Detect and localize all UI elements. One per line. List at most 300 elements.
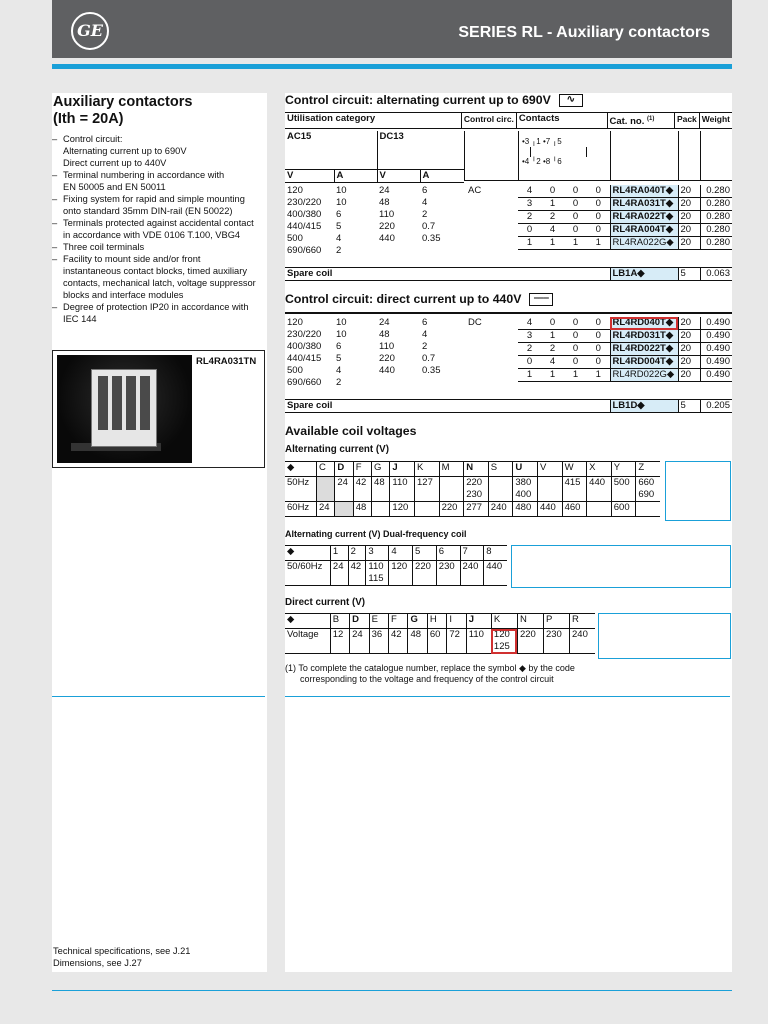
coil-voltage: 380 400 — [513, 477, 538, 502]
pack-qty: 20 — [678, 369, 700, 382]
contact-diagram — [522, 137, 587, 167]
coil-code: N — [517, 614, 543, 629]
contact-count: 1 — [518, 237, 541, 250]
contact-count: 2 — [518, 343, 541, 356]
voltage-cell: 5 — [336, 221, 342, 232]
product-heading — [53, 94, 265, 128]
voltage-row — [285, 197, 464, 209]
coil-voltage — [316, 477, 334, 502]
dimensions-reference: Dimensions, see J.27 — [53, 958, 142, 968]
coil-code: 7 — [460, 546, 484, 561]
coil-voltage: 277 — [464, 502, 489, 517]
voltage-cell: 6 — [336, 209, 342, 220]
feature-item: – Three coil terminals — [52, 241, 266, 253]
dc-control-circ: DC — [468, 317, 482, 328]
cat-no-footnote: (1) — [646, 116, 655, 122]
dual-coil-blank-box — [511, 545, 731, 588]
product-heading-line2: (Ith = 20A) — [53, 111, 124, 127]
coil-row-label: 50/60Hz — [285, 561, 330, 586]
cat-no-header — [607, 113, 674, 129]
ac-products-table — [518, 185, 732, 250]
dc-section-title — [285, 292, 553, 306]
contact-count: 0 — [564, 185, 587, 198]
coil-code: R — [570, 614, 596, 629]
contact-count: 0 — [518, 356, 541, 369]
pack-qty: 20 — [678, 237, 700, 250]
footnote-line2: corresponding to the voltage and frequency of the control circuit — [300, 674, 554, 684]
contact-count: 1 — [564, 237, 587, 250]
coil-voltage: 220 — [413, 561, 437, 586]
weight-header: Weight — [699, 113, 732, 129]
contact-count: 0 — [518, 224, 541, 237]
pack-qty: 20 — [678, 198, 700, 211]
coil-code: C — [316, 462, 334, 477]
coil-row-label: Voltage — [285, 629, 330, 654]
contacts-header: Contacts — [516, 113, 607, 129]
contact-count: 0 — [564, 343, 587, 356]
voltage-cell: 690/660 — [287, 245, 322, 256]
coil-voltage — [488, 477, 513, 502]
contact-count: 0 — [564, 211, 587, 224]
coil-voltage: 440 — [537, 502, 562, 517]
ac-voltage-table — [285, 185, 464, 257]
contact-count: 1 — [541, 330, 564, 343]
ac-spare-coil-cat: LB1A◆ — [610, 268, 678, 281]
coil-voltage: 12 — [330, 629, 349, 654]
contact-count: 0 — [564, 224, 587, 237]
voltage-row — [285, 317, 464, 329]
coil-voltage: 72 — [447, 629, 466, 654]
coil-row-label: 50Hz — [285, 477, 316, 502]
coil-voltage: 600 — [611, 502, 636, 517]
contact-count: 2 — [518, 211, 541, 224]
voltage-row — [285, 341, 464, 353]
voltage-cell: 24 — [379, 185, 390, 196]
ge-logo: GE — [71, 12, 109, 50]
coil-voltage — [587, 502, 612, 517]
voltage-cell: 220 — [379, 353, 395, 364]
coil-voltage: 500 — [611, 477, 636, 502]
left-footer-notes — [53, 945, 190, 969]
coil-code: ◆ — [285, 462, 316, 477]
coil-voltage: 110 — [466, 629, 491, 654]
coil-voltage: 48 — [353, 502, 371, 517]
voltage-row — [285, 353, 464, 365]
coil-code: 1 — [330, 546, 348, 561]
ac-header-table — [285, 112, 732, 129]
voltage-cell: 10 — [336, 197, 347, 208]
coil-voltage — [537, 477, 562, 502]
voltage-cell: 440/415 — [287, 221, 322, 232]
coil-code: 8 — [484, 546, 507, 561]
voltage-cell: 0.7 — [422, 221, 436, 232]
bottom-rule — [52, 990, 732, 991]
weight-value: 0.490 — [700, 343, 732, 356]
voltage-cell: 2 — [336, 245, 342, 256]
voltage-cell: 5 — [336, 353, 342, 364]
voltage-cell: 4 — [422, 197, 428, 208]
feature-item: – Facility to mount side and/or front instantaneous contact blocks, timed auxiliary contacts, mechanical latch, voltage suppressor blocks and interface modules — [52, 253, 266, 301]
coil-code: N — [464, 462, 489, 477]
voltage-cell: 120 — [287, 317, 303, 328]
voltage-cell: 0.35 — [422, 365, 441, 376]
voltage-cell: 48 — [379, 329, 390, 340]
contact-diagram-top: •3 ╷1 •7 ╷5 — [522, 137, 562, 146]
ac-symbol-icon: ∿ — [559, 94, 583, 107]
voltage-cell: 440/415 — [287, 353, 322, 364]
voltage-cell: 110 — [379, 209, 395, 220]
dual-coil-title: Alternating current (V) Dual-frequency coil — [285, 529, 467, 539]
contact-count: 1 — [564, 369, 587, 382]
pack-qty: 20 — [678, 343, 700, 356]
contact-count: 4 — [541, 356, 564, 369]
product-row — [518, 317, 732, 330]
pack-qty: 20 — [678, 356, 700, 369]
ac-section-title-text: Control circuit: alternating current up to 690V — [285, 93, 551, 107]
weight-value: 0.280 — [700, 185, 732, 198]
coil-voltage: 230 — [436, 561, 460, 586]
pack-qty: 20 — [678, 211, 700, 224]
coil-code: I — [447, 614, 466, 629]
coil-voltage: 480 — [513, 502, 538, 517]
coil-voltage: 42 — [353, 477, 371, 502]
coil-code: E — [369, 614, 388, 629]
header-accent-bar — [52, 64, 732, 69]
coil-code: M — [439, 462, 464, 477]
coil-code: 6 — [436, 546, 460, 561]
contact-count: 0 — [587, 185, 610, 198]
product-image-box — [52, 350, 265, 468]
voltage-row — [285, 221, 464, 233]
coil-voltage: 230 — [543, 629, 569, 654]
voltage-cell: 4 — [336, 233, 342, 244]
coil-voltage: 660 690 — [636, 477, 660, 502]
coil-voltage-row — [285, 477, 660, 502]
dc-coil-title: Direct current (V) — [285, 597, 366, 608]
ac-coil-table — [285, 461, 660, 517]
coil-voltage: 120 — [390, 502, 415, 517]
cat-no-label: Cat. no. — [609, 116, 645, 128]
coil-voltage: 440 — [484, 561, 507, 586]
contact-count: 1 — [587, 237, 610, 250]
weight-value: 0.490 — [700, 356, 732, 369]
product-row — [518, 211, 732, 224]
coil-code: U — [513, 462, 538, 477]
coil-code: P — [543, 614, 569, 629]
ac-coil-blank-box — [665, 461, 731, 521]
page-title: SERIES RL - Auxiliary contactors — [458, 24, 710, 41]
coil-code: K — [415, 462, 440, 477]
contactor-photo — [57, 355, 192, 463]
product-row — [518, 369, 732, 382]
page-header — [52, 0, 732, 58]
contact-count: 0 — [564, 330, 587, 343]
coil-voltage: 120 125 — [491, 629, 517, 654]
voltage-cell: 230/220 — [287, 197, 322, 208]
ac-section-title — [285, 93, 583, 107]
ac-spare-coil-pack: 5 — [678, 268, 700, 281]
contact-count: 0 — [587, 356, 610, 369]
coil-code: J — [390, 462, 415, 477]
coil-voltage: 42 — [389, 629, 408, 654]
ac-spare-coil-row — [285, 267, 732, 281]
ac15-label: AC15 — [287, 131, 312, 142]
ac-spare-coil-label: Spare coil — [287, 268, 333, 279]
voltage-cell: 110 — [379, 341, 395, 352]
voltage-cell: 690/660 — [287, 377, 322, 388]
dc-products-table — [518, 317, 732, 382]
footnote-line1: (1) To complete the catalogue number, replace the symbol ◆ by the code — [285, 663, 575, 673]
voltage-cell: 6 — [336, 341, 342, 352]
catalogue-number: RL4RD022T◆ — [610, 343, 678, 356]
contact-count: 1 — [541, 237, 564, 250]
coil-voltage-row — [285, 561, 507, 586]
voltage-row — [285, 185, 464, 197]
pack-qty: 20 — [678, 317, 700, 330]
coil-voltage: 48 — [372, 477, 390, 502]
voltage-row — [285, 377, 464, 389]
coil-voltage: 36 — [369, 629, 388, 654]
coil-voltage: 110 — [390, 477, 415, 502]
voltage-cell: 2 — [336, 377, 342, 388]
contact-count: 4 — [518, 317, 541, 330]
ac15-volt-header: V — [287, 170, 294, 181]
coil-voltage: 415 — [562, 477, 587, 502]
catalogue-number: RL4RD004T◆ — [610, 356, 678, 369]
dc-coil-blank-box — [598, 613, 731, 659]
product-row — [518, 343, 732, 356]
catalogue-number: RL4RA004T◆ — [610, 224, 678, 237]
dc13-amp-header: A — [420, 170, 464, 183]
voltage-cell: 2 — [422, 209, 428, 220]
dc13-label: DC13 — [377, 131, 464, 143]
voltage-cell: 2 — [422, 341, 428, 352]
coil-code: Y — [611, 462, 636, 477]
contact-count: 3 — [518, 198, 541, 211]
coil-voltage: 220 — [439, 502, 464, 517]
contact-count: 4 — [541, 224, 564, 237]
voltage-row — [285, 365, 464, 377]
coil-code: F — [353, 462, 371, 477]
dc-voltage-table — [285, 317, 464, 389]
catalogue-number: RL4RD022G◆ — [610, 369, 678, 382]
coil-voltage: 60 — [427, 629, 446, 654]
pack-header: Pack — [674, 113, 699, 129]
coil-code: K — [491, 614, 517, 629]
voltage-cell: 220 — [379, 221, 395, 232]
coil-code: J — [466, 614, 491, 629]
coil-voltage: 240 — [488, 502, 513, 517]
coil-code: D — [335, 462, 353, 477]
footnote — [285, 663, 575, 685]
pack-qty: 20 — [678, 185, 700, 198]
voltage-cell: 4 — [422, 329, 428, 340]
contact-count: 0 — [564, 198, 587, 211]
feature-item: – Terminals protected against accidental contact in accordance with VDE 0106 T.100, VBG4 — [52, 217, 266, 241]
feature-item: – Terminal numbering in accordance with EN 50005 and EN 50011 — [52, 169, 266, 193]
dc-symbol-icon: ═══ — [529, 293, 553, 306]
voltage-cell: 48 — [379, 197, 390, 208]
feature-item: – Fixing system for rapid and simple mounting onto standard 35mm DIN-rail (EN 50022) — [52, 193, 266, 217]
product-row — [518, 330, 732, 343]
contact-count: 3 — [518, 330, 541, 343]
coil-code: B — [330, 614, 349, 629]
catalogue-number: RL4RD040T◆ — [610, 317, 678, 330]
utilisation-header: Utilisation category — [287, 113, 376, 124]
coil-code: 2 — [348, 546, 366, 561]
product-row — [518, 237, 732, 250]
weight-value: 0.280 — [700, 198, 732, 211]
voltage-cell — [377, 377, 420, 389]
coil-voltages-title: Available coil voltages — [285, 424, 417, 438]
coil-voltage: 24 — [316, 502, 334, 517]
control-circ-header: Control circ. — [461, 113, 516, 129]
coil-voltage: 460 — [562, 502, 587, 517]
coil-code: W — [562, 462, 587, 477]
voltage-row — [285, 233, 464, 245]
coil-voltage: 440 — [587, 477, 612, 502]
contact-count: 0 — [587, 198, 610, 211]
coil-voltage — [439, 477, 464, 502]
product-row — [518, 198, 732, 211]
coil-voltage: 48 — [408, 629, 427, 654]
voltage-cell: 6 — [422, 185, 428, 196]
product-row — [518, 356, 732, 369]
weight-value: 0.490 — [700, 317, 732, 330]
contact-count: 2 — [541, 343, 564, 356]
product-row — [518, 224, 732, 237]
contact-count: 0 — [541, 317, 564, 330]
weight-value: 0.280 — [700, 237, 732, 250]
coil-voltage: 127 — [415, 477, 440, 502]
pack-qty: 20 — [678, 224, 700, 237]
coil-code: S — [488, 462, 513, 477]
coil-code: 4 — [389, 546, 413, 561]
contact-diagram-bottom: •4 ╵2 •8 ╵6 — [522, 157, 562, 166]
coil-code: 5 — [413, 546, 437, 561]
voltage-cell: 10 — [336, 329, 347, 340]
coil-code: Z — [636, 462, 660, 477]
left-separator — [52, 696, 265, 697]
voltage-cell: 500 — [287, 233, 303, 244]
coil-voltage: 240 — [460, 561, 484, 586]
voltage-cell — [420, 245, 464, 257]
pack-qty: 20 — [678, 330, 700, 343]
coil-code: V — [537, 462, 562, 477]
voltage-cell — [377, 245, 420, 257]
coil-row-label: 60Hz — [285, 502, 316, 517]
voltage-cell: 0.7 — [422, 353, 436, 364]
feature-item: – Degree of protection IP20 in accordance with IEC 144 — [52, 301, 266, 325]
tech-spec-reference: Technical specifications, see J.21 — [53, 946, 191, 956]
catalogue-number: RL4RA031T◆ — [610, 198, 678, 211]
feature-list — [52, 133, 266, 325]
contact-count: 0 — [587, 343, 610, 356]
dc-spare-coil-label: Spare coil — [287, 400, 333, 411]
ac-coil-title: Alternating current (V) — [285, 444, 389, 455]
contact-count: 0 — [541, 185, 564, 198]
dc13-volt-header: V — [377, 170, 420, 183]
catalogue-number: RL4RA022T◆ — [610, 211, 678, 224]
contact-count: 2 — [541, 211, 564, 224]
contact-count: 0 — [587, 224, 610, 237]
dc-section-title-text: Control circuit: direct current up to 440V — [285, 292, 522, 306]
coil-voltage: 24 — [330, 561, 348, 586]
coil-code-row — [285, 546, 507, 561]
voltage-cell: 440 — [379, 365, 395, 376]
voltage-cell: 230/220 — [287, 329, 322, 340]
contact-count: 1 — [541, 198, 564, 211]
coil-voltage — [415, 502, 440, 517]
coil-code: D — [350, 614, 369, 629]
catalogue-number: RL4RA040T◆ — [610, 185, 678, 198]
coil-voltage: 24 — [350, 629, 369, 654]
contact-count: 0 — [587, 211, 610, 224]
voltage-cell: 0.35 — [422, 233, 441, 244]
voltage-cell: 24 — [379, 317, 390, 328]
voltage-row — [285, 209, 464, 221]
coil-voltage: 24 — [335, 477, 353, 502]
coil-voltage: 220 230 — [464, 477, 489, 502]
coil-code: ◆ — [285, 546, 330, 561]
voltage-cell: 400/380 — [287, 209, 322, 220]
catalogue-number: RL4RA022G◆ — [610, 237, 678, 250]
contact-count: 0 — [587, 317, 610, 330]
voltage-row — [285, 329, 464, 341]
voltage-cell: 400/380 — [287, 341, 322, 352]
dc-coil-table — [285, 613, 595, 654]
coil-voltage: 240 — [570, 629, 596, 654]
voltage-cell: 440 — [379, 233, 395, 244]
left-column — [52, 93, 267, 972]
product-heading-line1: Auxiliary contactors — [53, 94, 193, 110]
contact-count: 0 — [587, 330, 610, 343]
product-image-caption: RL4RA031TN — [196, 356, 257, 367]
contact-count: 0 — [564, 356, 587, 369]
weight-value: 0.490 — [700, 369, 732, 382]
weight-value: 0.280 — [700, 224, 732, 237]
utilisation-subheader — [285, 131, 464, 183]
coil-code: G — [408, 614, 427, 629]
right-separator — [285, 696, 730, 697]
coil-code-row — [285, 462, 660, 477]
coil-voltage-row — [285, 502, 660, 517]
coil-code: H — [427, 614, 446, 629]
ac-control-circ: AC — [468, 185, 482, 196]
voltage-cell: 500 — [287, 365, 303, 376]
dc-spare-coil-row — [285, 399, 732, 413]
voltage-cell: 4 — [336, 365, 342, 376]
coil-voltage — [372, 502, 390, 517]
coil-code: X — [587, 462, 612, 477]
coil-code: F — [389, 614, 408, 629]
weight-value: 0.280 — [700, 211, 732, 224]
feature-item: – Control circuit: Alternating current up to 690V Direct current up to 440V — [52, 133, 266, 169]
coil-voltage: 110 115 — [366, 561, 389, 586]
voltage-cell: 10 — [336, 317, 347, 328]
ac15-amp-header: A — [334, 170, 377, 183]
voltage-row — [285, 245, 464, 257]
contact-count: 1 — [587, 369, 610, 382]
dc-spare-coil-pack: 5 — [678, 400, 700, 413]
coil-voltage: 220 — [517, 629, 543, 654]
dual-coil-table — [285, 545, 507, 586]
ac-spare-coil-weight: 0.063 — [700, 268, 732, 281]
dc-spare-coil-weight: 0.205 — [700, 400, 732, 413]
catalogue-number: RL4RD031T◆ — [610, 330, 678, 343]
coil-voltage: 42 — [348, 561, 366, 586]
voltage-cell: 120 — [287, 185, 303, 196]
